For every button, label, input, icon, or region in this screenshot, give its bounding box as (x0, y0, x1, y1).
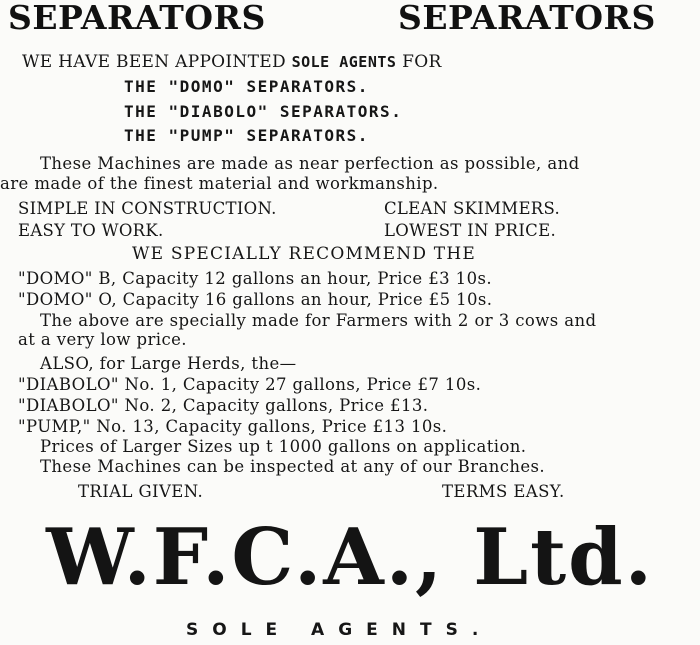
price-line: "DOMO" O, Capacity 16 gallons an hour, Price £5 10s. (18, 290, 493, 309)
price-line: "DIABOLO" No. 1, Capacity 27 gallons, Price £7 10s. (18, 375, 482, 394)
terms-easy: TERMS EASY. (442, 482, 565, 501)
feature-price: LOWEST IN PRICE. (384, 221, 556, 240)
description-line-1: These Machines are made as near perfection as possible, and (40, 154, 580, 173)
intro-tail: FOR (396, 52, 442, 72)
price-line: "DOMO" B, Capacity 12 gallons an hour, Price £3 10s. (18, 269, 492, 288)
note-line: at a very low price. (18, 330, 187, 349)
note-line: These Machines can be inspected at any of our Branches. (40, 457, 546, 476)
feature-easy: EASY TO WORK. (18, 221, 164, 240)
agency-pump: THE "PUMP" SEPARATORS. (124, 126, 369, 145)
also-line: ALSO, for Large Herds, the— (40, 354, 297, 373)
intro-sole-agents: SOLE AGENTS (291, 53, 397, 71)
trial-given: TRIAL GIVEN. (78, 482, 204, 501)
note-line: Prices of Larger Sizes up t 1000 gallons on application. (40, 437, 527, 456)
intro-lead: WE HAVE BEEN APPOINTED (22, 52, 292, 72)
feature-clean: CLEAN SKIMMERS. (384, 199, 561, 218)
note-line: The above are specially made for Farmers with 2 or 3 cows and (40, 311, 597, 330)
price-line: "PUMP," No. 13, Capacity gallons, Price £13 10s. (18, 417, 448, 436)
description-line-2: are made of the finest material and workmanship. (0, 174, 439, 193)
intro-line (22, 52, 442, 72)
agency-domo: THE "DOMO" SEPARATORS. (124, 77, 369, 96)
price-line: "DIABOLO" No. 2, Capacity gallons, Price £13. (18, 396, 429, 415)
sole-agents-footer: SOLE AGENTS. (186, 620, 493, 640)
header-left: SEPARATORS (8, 0, 266, 37)
header-right: SEPARATORS (398, 0, 656, 37)
brand-name: W.F.C.A., Ltd. (46, 512, 654, 603)
feature-simple: SIMPLE IN CONSTRUCTION. (18, 199, 277, 218)
recommend-heading: WE SPECIALLY RECOMMEND THE (132, 244, 476, 264)
agency-diabolo: THE "DIABOLO" SEPARATORS. (124, 102, 403, 121)
